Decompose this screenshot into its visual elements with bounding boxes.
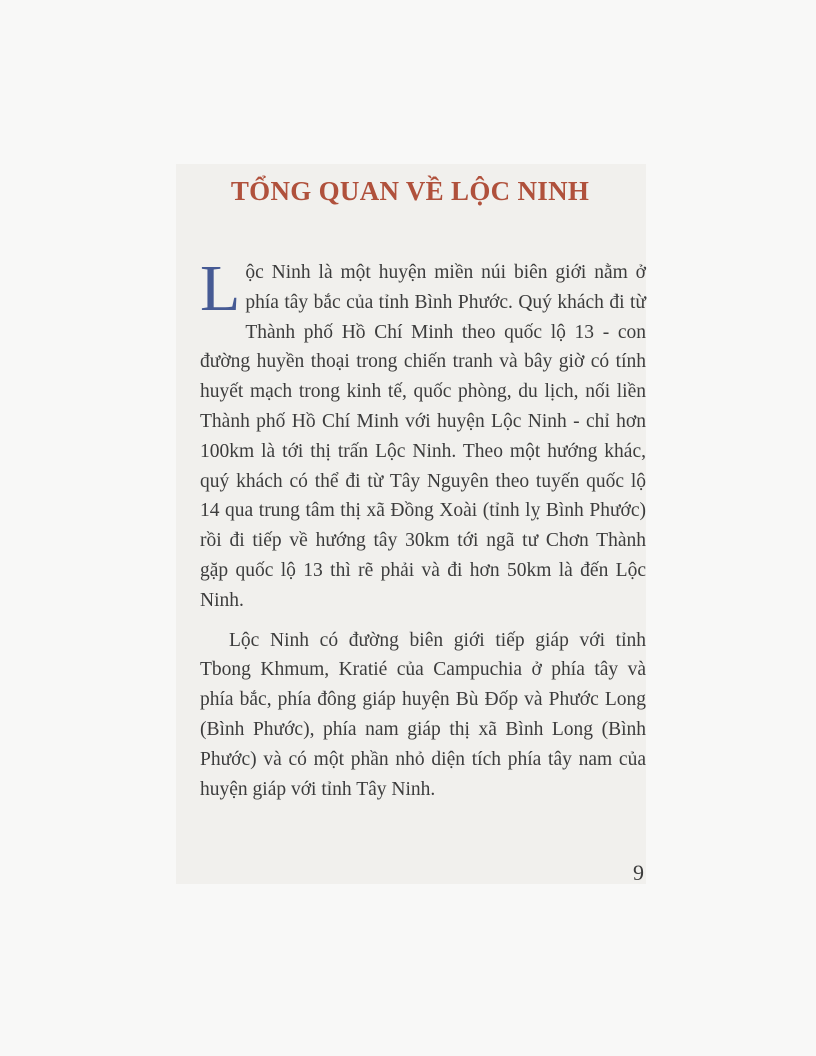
paragraph-1-text: ộc Ninh là một huyện miền núi biên giới nằm ở phía tây bắc của tỉnh Bình Phước. Quý khách đi từ Thành phố Hồ Chí Minh theo quốc lộ 13 - con đường huyền thoại trong chiến tranh và bây giờ có tính huyết mạch trong kinh tế, quốc phòng, du lịch, nối liền Thành phố Hồ Chí Minh với huyện Lộc Ninh - chỉ hơn 100km là tới thị trấn Lộc Ninh. Theo một hướng khác, quý khách có thể đi từ Tây Nguyên theo tuyến quốc lộ 14 qua trung tâm thị xã Đồng Xoài (tỉnh lỵ Bình Phước) rồi đi tiếp về hướng tây 30km tới ngã tư Chơn Thành gặp quốc lộ 13 thì rẽ phải và đi hơn 50km là đến Lộc Ninh. [200,262,646,611]
paragraph-1 [200,252,646,616]
page-title: TỔNG QUAN VỀ LỘC NINH [230,176,590,206]
body-text [200,252,646,804]
drop-cap: L [200,252,241,325]
paragraph-2: Lộc Ninh có đường biên giới tiếp giáp với tỉnh Tbong Khmum, Kratié của Campuchia ở phía tây và phía bắc, phía đông giáp huyện Bù Đốp và Phước Long (Bình Phước), phía nam giáp thị xã Bình Long (Bình Phước) và có một phần nhỏ diện tích phía tây nam của huyện giáp với tỉnh Tây Ninh. [200,629,646,800]
page-number: 9 [633,860,644,885]
